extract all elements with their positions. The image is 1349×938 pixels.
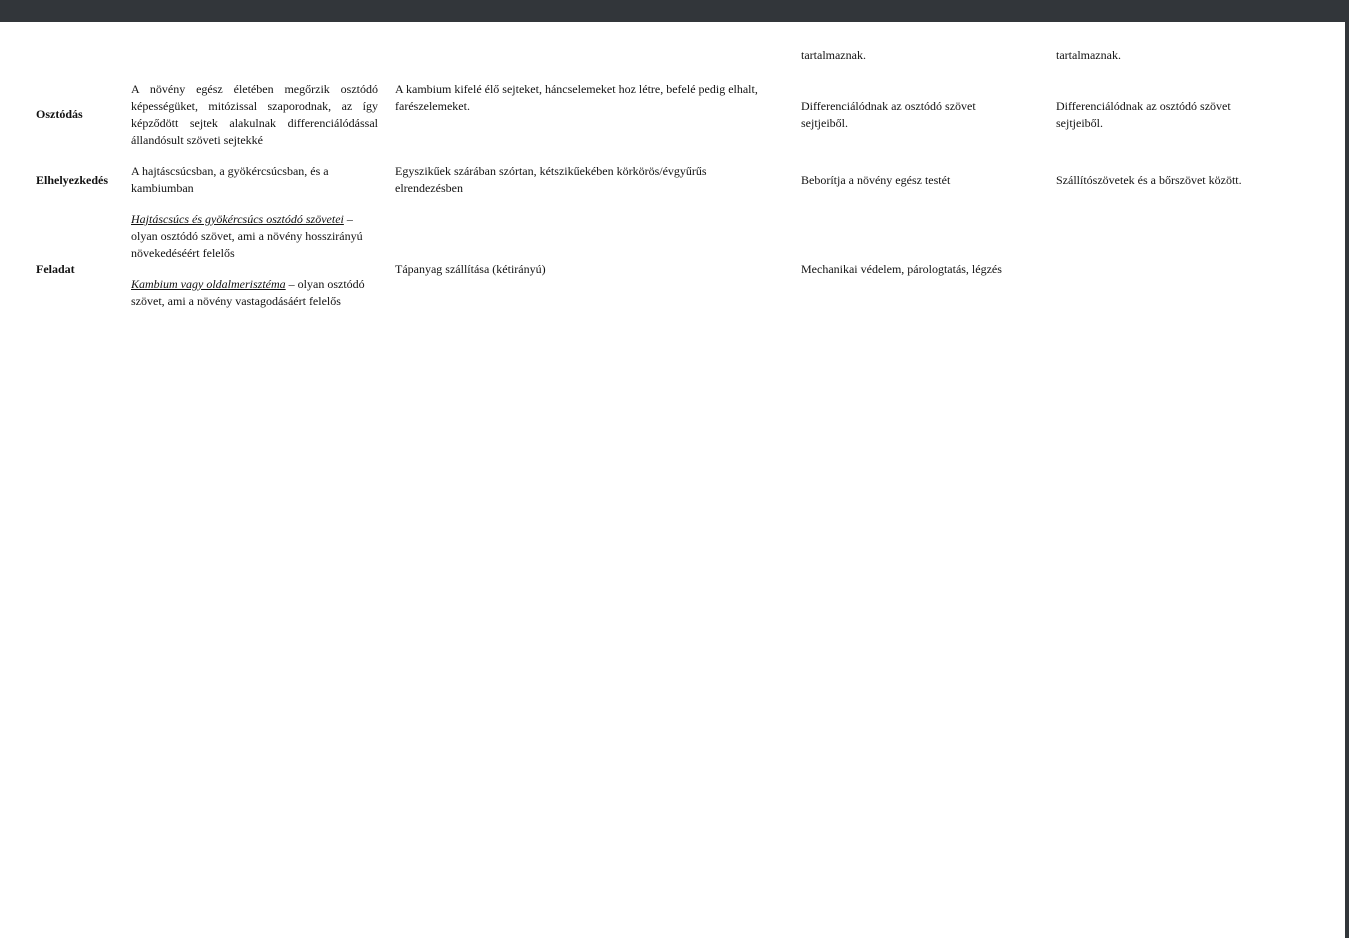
elhelyezkedes-col2: A hajtáscsúcsban, a gyökércsúcsban, és a kambiumban — [131, 164, 329, 195]
document-page — [0, 22, 1345, 938]
row-header-elhelyezkedes: Elhelyezkedés — [36, 173, 108, 187]
row-header-feladat: Feladat — [36, 262, 75, 276]
elhelyezkedes-col5: Szállítószövetek és a bőrszövet között. — [1056, 173, 1242, 187]
carryover-text-col4: tartalmaznak. — [801, 48, 866, 62]
feladat-col2-paragraph-1 — [131, 211, 381, 262]
feladat-col2-paragraph-2 — [131, 276, 381, 310]
feladat-col2 — [131, 211, 381, 310]
meristem-term-1: Hajtáscsúcs és gyökércsúcs osztódó szövetei — [131, 212, 344, 226]
viewer-toolbar — [0, 0, 1349, 22]
meristem-desc-1: – olyan osztódó szövet, ami a növény hosszirányú növekedéséért felelős — [131, 212, 363, 260]
meristem-desc-2: – olyan osztódó szövet, ami a növény vastagodásáért felelős — [131, 277, 365, 308]
viewer-scrollbar-edge — [1345, 22, 1349, 938]
osztodas-col4: Differenciálódnak az osztódó szövet sejtjeiből. — [801, 99, 976, 130]
feladat-col4: Mechanikai védelem, párologtatás, légzés — [801, 262, 1002, 276]
osztodas-col3: A kambium kifelé élő sejteket, háncselemeket hoz létre, befelé pedig elhalt, farészelemeket. — [395, 82, 758, 113]
row-header-osztodas: Osztódás — [36, 107, 83, 121]
meristem-term-2: Kambium vagy oldalmerisztéma — [131, 277, 286, 291]
feladat-col3: Tápanyag szállítása (kétirányú) — [395, 262, 546, 276]
osztodas-col5: Differenciálódnak az osztódó szövet sejtjeiből. — [1056, 99, 1231, 130]
elhelyezkedes-col4: Beborítja a növény egész testét — [801, 173, 951, 187]
elhelyezkedes-col3: Egyszikűek szárában szórtan, kétszikűekében körkörös/évgyűrűs elrendezésben — [395, 164, 707, 195]
osztodas-col2: A növény egész életében megőrzik osztódó képességüket, mitózissal szaporodnak, az így képződött sejtek alakulnak differenciálódással állandósult szöveti sejtekké — [131, 82, 378, 147]
carryover-text-col5: tartalmaznak. — [1056, 48, 1121, 62]
